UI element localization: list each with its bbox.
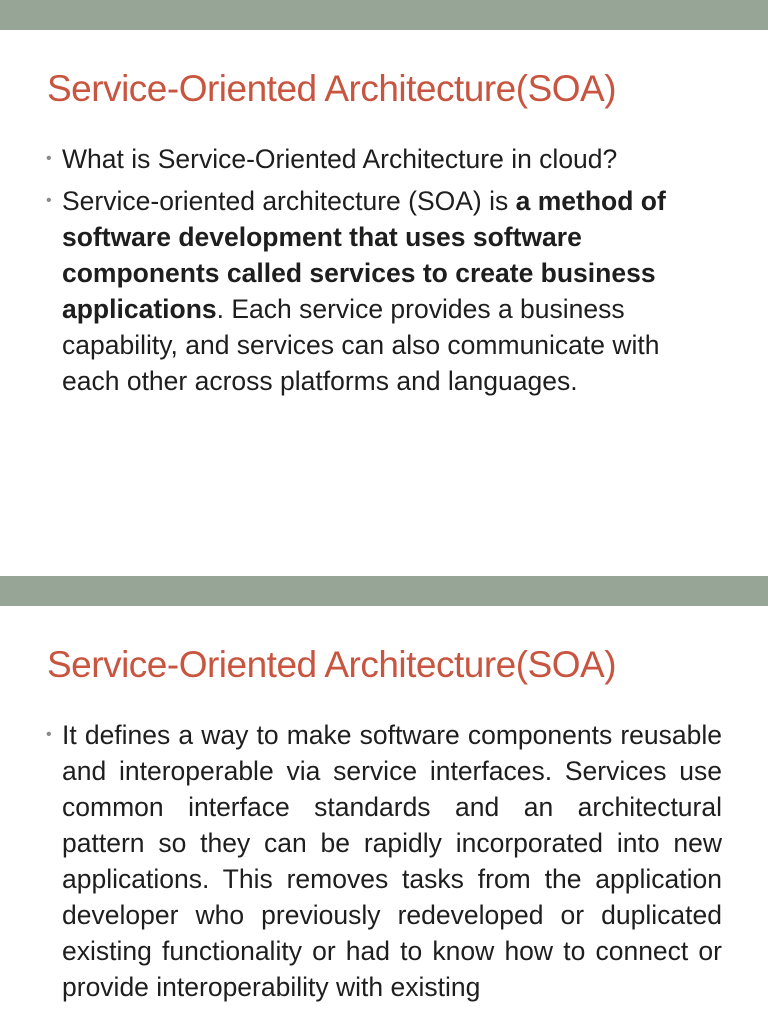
bullet-item bbox=[44, 183, 722, 399]
bullet-item bbox=[44, 717, 722, 1005]
slide-2 bbox=[0, 576, 768, 1024]
slide-header-band bbox=[0, 0, 768, 30]
bullet-dot-icon: • bbox=[46, 726, 52, 743]
slide-header-band bbox=[0, 576, 768, 606]
bullet-item bbox=[44, 141, 722, 177]
bullet-text-bold: a method of software development that uses software components called services to create business applications bbox=[62, 186, 666, 324]
bullet-list bbox=[44, 141, 722, 405]
bullet-text: It defines a way to make software components reusable and interoperable via service interfaces. Services use common interface standards and an architectural pattern so they can be rapidly incorporated into new applications. This removes tasks from the application developer who previously redeveloped or duplicated existing functionality or had to know how to connect or provide interoperability with existing bbox=[62, 720, 722, 1002]
bullet-text-intro: Service-oriented architecture (SOA) is bbox=[62, 186, 516, 216]
slide-title: Service-Oriented Architecture(SOA) bbox=[47, 644, 617, 685]
bullet-dot-icon: • bbox=[46, 192, 52, 209]
bullet-text-rest: . Each service provides a business capability, and services can also communicate with each other across platforms and languages. bbox=[62, 294, 660, 396]
bullet-list bbox=[44, 717, 722, 1011]
bullet-dot-icon: • bbox=[46, 150, 52, 167]
slide-title: Service-Oriented Architecture(SOA) bbox=[47, 68, 617, 109]
bullet-text: What is Service-Oriented Architecture in cloud? bbox=[62, 144, 618, 174]
